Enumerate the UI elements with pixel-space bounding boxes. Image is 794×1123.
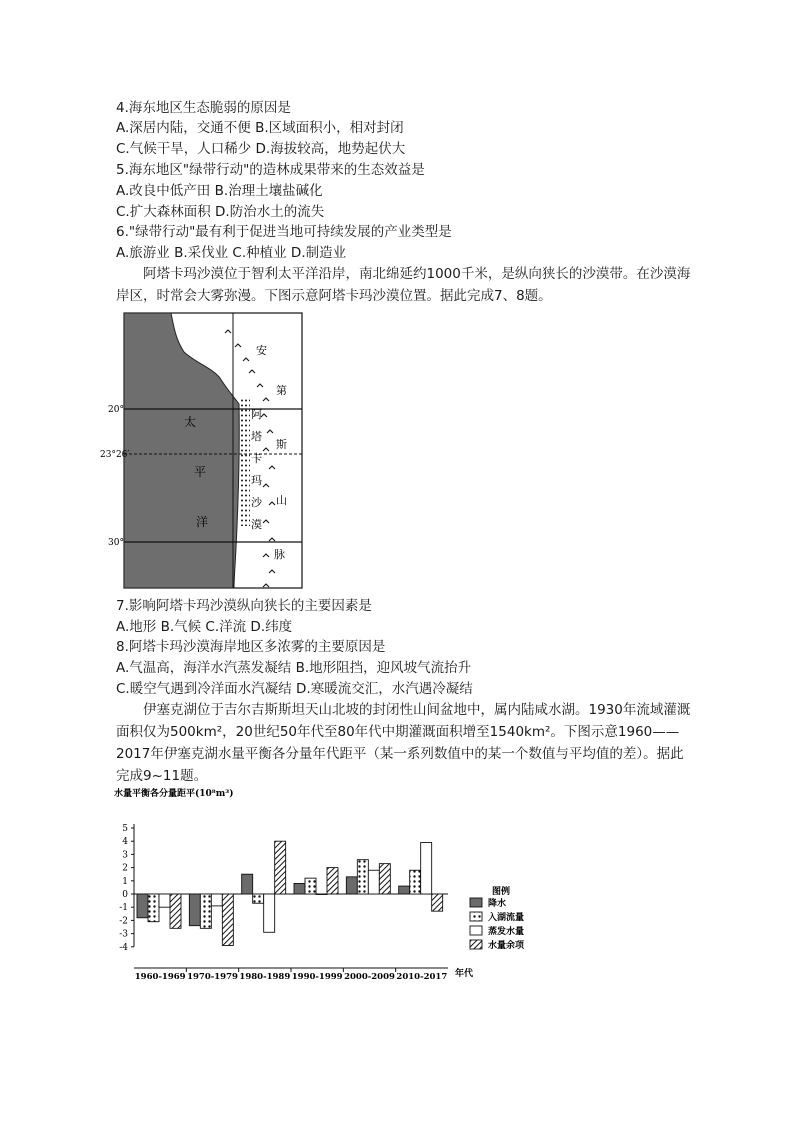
question-5-options-cd: C.扩大森林面积 D.防治水土的流失: [116, 204, 325, 220]
desert-label-1: 阿: [251, 408, 262, 421]
ocean-label-2: 平: [194, 465, 207, 479]
x-tick-label: 1990-1999: [291, 972, 343, 982]
question-6: 6."绿带行动"最有利于促进当地可持续发展的产业类型是: [116, 224, 452, 240]
water-balance-chart: [112, 784, 552, 984]
question-8: 8.阿塔卡玛沙漠海岸地区多浓雾的主要原因是: [116, 639, 386, 655]
legend-label: 入湖流量: [488, 913, 525, 923]
x-tick-label: 1980-1989: [239, 972, 291, 982]
mountain-label-1: 安: [256, 344, 267, 357]
bar-水量余项-2010-2017: [432, 894, 443, 911]
bar-入湖流量-2010-2017: [410, 870, 421, 894]
bar-入湖流量-2000-2009: [357, 860, 368, 894]
bar-水量余项-1990-1999: [327, 868, 338, 894]
desert-label-4: 玛: [251, 474, 262, 487]
legend-label: 降水: [488, 899, 507, 909]
legend-swatch: [470, 912, 482, 921]
question-7-options: A.地形 B.气候 C.洋流 D.纬度: [116, 619, 293, 635]
x-tick-label: 1960-1969: [134, 972, 186, 982]
atacama-intro: 阿塔卡玛沙漠位于智利太平洋沿岸，南北绵延约1000千米，是纵向狭长的沙漠带。在沙漠海岸区，时常会大雾弥漫。下图示意阿塔卡玛沙漠位置。据此完成7、8题。: [116, 266, 691, 304]
y-tick-label: 2: [122, 863, 128, 874]
y-tick-label: -3: [119, 929, 128, 940]
legend-title: 图例: [492, 887, 511, 897]
mountain-label-2: 第: [276, 384, 287, 397]
lat-label-tropic: 23°26′: [100, 450, 130, 460]
mountain-label-5: 脉: [274, 548, 285, 561]
question-7: 7.影响阿塔卡玛沙漠纵向狭长的主要因素是: [116, 598, 372, 614]
desert-label-5: 沙: [251, 496, 262, 509]
bar-入湖流量-1980-1989: [253, 894, 264, 903]
question-4-options-cd: C.气候干旱，人口稀少 D.海拔较高，地势起伏大: [116, 141, 406, 157]
bar-降水-1960-1969: [137, 894, 148, 918]
bar-水量余项-1960-1969: [170, 894, 181, 928]
bar-蒸发水量-1980-1989: [264, 894, 275, 932]
y-tick-label: 5: [122, 824, 128, 834]
x-axis-label: 年代: [455, 969, 474, 979]
legend-swatch: [470, 926, 482, 935]
y-tick-label: 4: [122, 837, 128, 848]
legend-swatch: [470, 898, 482, 907]
bar-入湖流量-1990-1999: [305, 878, 316, 894]
legend-label: 蒸发水量: [488, 927, 525, 937]
desert-label-3: 卡: [251, 452, 262, 465]
x-tick-label: 2000-2009: [344, 972, 395, 982]
bar-降水-1990-1999: [294, 883, 305, 894]
question-8-options-ab: A.气温高，海洋水汽蒸发凝结 B.地形阻挡，迎风坡气流抬升: [116, 660, 472, 676]
chart-legend: [470, 885, 525, 951]
bar-蒸发水量-1990-1999: [316, 894, 327, 895]
desert-label-6: 漠: [251, 518, 262, 531]
bar-入湖流量-1960-1969: [148, 894, 159, 922]
chart-bars: [137, 841, 443, 945]
legend-label: 水量余项: [488, 941, 525, 951]
bar-降水-1980-1989: [242, 874, 253, 894]
bar-降水-2010-2017: [399, 886, 410, 894]
bar-蒸发水量-1960-1969: [159, 894, 170, 907]
lat-label-30: 30°: [108, 538, 124, 548]
x-tick-label: 1970-1979: [187, 972, 238, 982]
mountain-label-3: 斯: [276, 438, 287, 451]
bar-水量余项-2000-2009: [379, 864, 390, 894]
bar-蒸发水量-2000-2009: [368, 870, 379, 894]
ocean-label-3: 洋: [196, 515, 209, 529]
x-tick-labels: [135, 972, 448, 982]
bar-蒸发水量-1970-1979: [211, 894, 222, 906]
y-tick-label: 0: [122, 890, 128, 900]
atacama-map: [100, 308, 306, 590]
mountain-label-4: 山: [276, 494, 287, 507]
y-axis-label: 水量平衡各分量距平(10⁸m³): [114, 789, 234, 799]
bar-入湖流量-1970-1979: [200, 894, 211, 928]
y-tick-label: -2: [119, 916, 128, 927]
desert-area: [240, 398, 250, 526]
y-tick-label: -1: [119, 903, 128, 914]
y-tick-label: -4: [119, 942, 128, 953]
question-6-options: A.旅游业 B.采伐业 C.种植业 D.制造业: [116, 245, 347, 261]
bar-水量余项-1980-1989: [275, 841, 286, 894]
bar-水量余项-1970-1979: [222, 894, 233, 945]
question-4: 4.海东地区生态脆弱的原因是: [116, 100, 291, 116]
question-8-options-cd: C.暖空气遇到冷洋面水汽凝结 D.寒暖流交汇，水汽遇冷凝结: [116, 681, 473, 697]
issyk-intro: 伊塞克湖位于吉尔吉斯斯坦天山北坡的封闭性山间盆地中，属内陆咸水湖。1930年流域灌溉面积仅为500km²，20世纪50年代至80年代中期灌溉面积增至1540km²。下图示意1960——2017年伊塞克湖水量平衡各分量年代距平（某一系列数值中的某一个数值与平均值的差）。据此完成9~11题。: [116, 702, 691, 784]
bar-降水-2000-2009: [346, 877, 357, 894]
bar-蒸发水量-2010-2017: [421, 843, 432, 894]
legend-swatch: [470, 940, 482, 949]
ocean-label-1: 太: [184, 415, 197, 429]
x-tick-label: 2010-2017: [396, 972, 448, 982]
bar-降水-1970-1979: [189, 894, 200, 926]
question-5-options-ab: A.改良中低产田 B.治理土壤盐碱化: [116, 183, 323, 199]
question-4-options-ab: A.深居内陆，交通不便 B.区域面积小，相对封闭: [116, 120, 404, 136]
lat-label-20: 20°: [108, 405, 124, 415]
question-5: 5.海东地区"绿带行动"的造林成果带来的生态效益是: [116, 162, 425, 178]
desert-label-2: 塔: [251, 430, 262, 443]
y-tick-label: 3: [122, 850, 128, 861]
y-tick-label: 1: [122, 876, 128, 887]
